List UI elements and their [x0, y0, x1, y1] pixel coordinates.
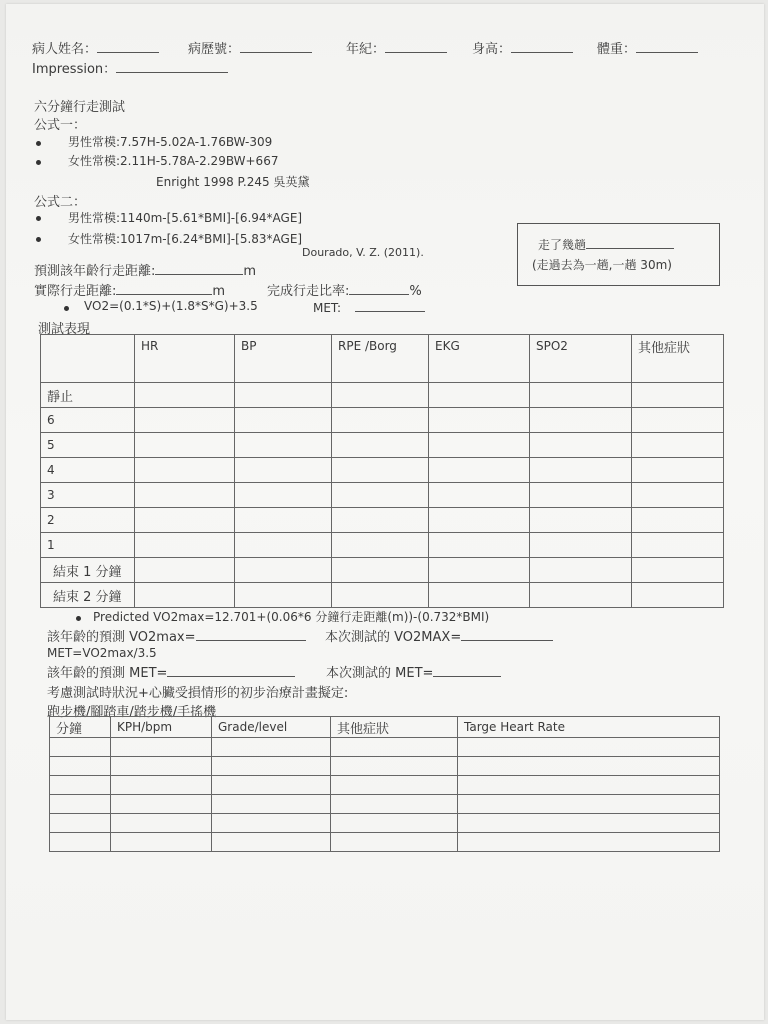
table-cell[interactable]: [331, 814, 458, 833]
table-cell[interactable]: [632, 508, 724, 533]
row-label: 2: [41, 508, 135, 533]
table-cell[interactable]: [530, 558, 632, 583]
table-cell[interactable]: [111, 795, 212, 814]
row-label: 6: [41, 408, 135, 433]
table-row: [41, 458, 724, 483]
formula1-female: 女性常模:2.11H-5.78A-2.29BW+667: [68, 154, 279, 168]
weight-blank[interactable]: [636, 40, 698, 53]
table-cell[interactable]: [429, 408, 530, 433]
actual-distance-label: 實際行走距離:: [34, 284, 117, 299]
table-cell[interactable]: [530, 458, 632, 483]
completion-label: 完成行走比率:: [267, 284, 350, 299]
table-cell[interactable]: [458, 757, 720, 776]
table-cell[interactable]: [429, 433, 530, 458]
table-cell[interactable]: [530, 408, 632, 433]
formula1-male: 男性常模:7.57H-5.02A-1.76BW-309: [68, 135, 273, 149]
formula1-label: 公式一：: [34, 118, 87, 133]
test-vo2max-label: 本次測試的 VO2MAX=: [325, 630, 462, 645]
age-field: [346, 38, 447, 57]
table-cell[interactable]: [135, 508, 235, 533]
table-cell[interactable]: [331, 757, 458, 776]
test-met-label: 本次測試的 MET=: [326, 666, 434, 681]
chart-number-label: 病歷號：: [188, 42, 241, 57]
height-label: 身高：: [472, 42, 512, 57]
table-cell[interactable]: [135, 558, 235, 583]
table-row: [41, 383, 724, 408]
plan-header-cell: Targe Heart Rate: [458, 717, 720, 738]
bullet-icon: [36, 141, 41, 146]
table-cell[interactable]: [632, 483, 724, 508]
table-cell[interactable]: [212, 795, 331, 814]
table-cell[interactable]: [530, 583, 632, 608]
table-cell[interactable]: [332, 458, 429, 483]
table-cell[interactable]: [212, 738, 331, 757]
completion-blank[interactable]: [349, 282, 409, 295]
plan-header-cell: 分鐘: [50, 717, 111, 738]
laps-note: (走過去為一趟,一趟 30m): [532, 258, 672, 272]
table-cell[interactable]: [135, 433, 235, 458]
table-cell[interactable]: [235, 483, 332, 508]
table-cell[interactable]: [212, 776, 331, 795]
table-cell[interactable]: [458, 833, 720, 852]
laps-blank[interactable]: [586, 236, 674, 249]
met-formula: MET=VO2max/3.5: [47, 646, 157, 660]
impression-field: [32, 58, 228, 77]
actual-distance-blank[interactable]: [116, 282, 212, 295]
row-label: 靜止: [41, 383, 135, 408]
table-row: [41, 433, 724, 458]
test-vo2max-blank[interactable]: [461, 628, 553, 641]
bullet-icon: [64, 306, 69, 311]
equipment-list: 跑步機/腳踏車/踏步機/手搖機: [47, 705, 217, 720]
formula2-female: 女性常模:1017m-[6.24*BMI]-[5.83*AGE]: [68, 232, 303, 246]
table-cell[interactable]: [331, 738, 458, 757]
table-cell[interactable]: [111, 757, 212, 776]
test-header-cell: SPO2: [530, 335, 632, 383]
actual-distance-field: [34, 280, 225, 299]
test-header-cell: 其他症狀: [632, 335, 724, 383]
table-cell[interactable]: [111, 833, 212, 852]
table-cell[interactable]: [111, 776, 212, 795]
laps-box: [517, 223, 720, 286]
table-cell[interactable]: [429, 533, 530, 558]
table-row: [50, 795, 720, 814]
met-field: [313, 299, 425, 315]
predicted-vo2max-formula: Predicted VO2max=12.701+(0.06*6 分鐘行走距離(m))-(0.732*BMI): [93, 610, 490, 624]
plan-header-cell: 其他症狀: [331, 717, 458, 738]
table-cell[interactable]: [50, 795, 111, 814]
table-cell[interactable]: [632, 408, 724, 433]
table-cell[interactable]: [332, 583, 429, 608]
table-cell[interactable]: [429, 383, 530, 408]
weight-label: 體重：: [597, 42, 637, 57]
predicted-distance-label: 預測該年齡行走距離:: [34, 264, 156, 279]
table-cell[interactable]: [632, 458, 724, 483]
table-cell[interactable]: [135, 458, 235, 483]
formula1-reference: Enright 1998 P.245 吳英黛: [156, 175, 310, 189]
table-cell[interactable]: [235, 558, 332, 583]
table-row: [50, 814, 720, 833]
table-cell[interactable]: [235, 408, 332, 433]
table-cell[interactable]: [458, 814, 720, 833]
table-cell[interactable]: [50, 776, 111, 795]
bullet-icon: [36, 216, 41, 221]
row-label: 4: [41, 458, 135, 483]
height-blank[interactable]: [511, 40, 573, 53]
height-field: [472, 38, 573, 57]
table-row: [50, 833, 720, 852]
table-row: [50, 757, 720, 776]
table-cell[interactable]: [135, 483, 235, 508]
table-cell[interactable]: [332, 483, 429, 508]
table-cell[interactable]: [458, 776, 720, 795]
predicted-distance-blank[interactable]: [155, 262, 243, 275]
laps-label: 走了幾趟: [538, 238, 587, 252]
table-cell[interactable]: [331, 776, 458, 795]
table-cell[interactable]: [50, 738, 111, 757]
table-cell[interactable]: [235, 533, 332, 558]
table-cell[interactable]: [530, 533, 632, 558]
table-cell[interactable]: [235, 433, 332, 458]
test-table: [40, 334, 724, 608]
performance-title: 測試表現: [38, 322, 91, 337]
test-met-blank[interactable]: [433, 664, 501, 677]
table-cell[interactable]: [135, 583, 235, 608]
plan-header-cell: Grade/level: [212, 717, 331, 738]
impression-blank[interactable]: [116, 60, 228, 73]
test-header-cell: [41, 335, 135, 383]
table-cell[interactable]: [212, 757, 331, 776]
table-cell[interactable]: [429, 458, 530, 483]
patient-name-label: 病人姓名：: [32, 42, 98, 57]
table-cell[interactable]: [135, 408, 235, 433]
table-cell[interactable]: [632, 433, 724, 458]
age-blank[interactable]: [385, 40, 447, 53]
age-predicted-met-label: 該年齡的預測 MET=: [47, 666, 168, 681]
table-cell[interactable]: [235, 458, 332, 483]
age-predicted-met-blank[interactable]: [167, 664, 295, 677]
table-cell[interactable]: [235, 508, 332, 533]
age-predicted-vo2max-label: 該年齡的預測 VO2max=: [47, 630, 196, 645]
test-vo2max-field: [325, 626, 553, 645]
age-predicted-met-field: [47, 662, 295, 681]
table-cell[interactable]: [632, 558, 724, 583]
row-label: 結束 1 分鐘: [41, 558, 135, 583]
formula2-male: 男性常模:1140m-[5.61*BMI]-[6.94*AGE]: [68, 211, 303, 225]
table-cell[interactable]: [332, 408, 429, 433]
table-cell[interactable]: [632, 383, 724, 408]
test-header-cell: RPE /Borg: [332, 335, 429, 383]
patient-name-field: [32, 38, 159, 57]
table-row: [41, 533, 724, 558]
table-cell[interactable]: [111, 814, 212, 833]
table-cell[interactable]: [331, 833, 458, 852]
plan-header-cell: KPH/bpm: [111, 717, 212, 738]
age-predicted-vo2max-blank[interactable]: [196, 628, 306, 641]
table-cell[interactable]: [235, 383, 332, 408]
plan-table-header: [50, 717, 720, 738]
predicted-distance-field: [34, 260, 256, 279]
table-cell[interactable]: [50, 833, 111, 852]
impression-label: Impression：: [32, 62, 117, 77]
chart-number-field: [188, 38, 312, 57]
bullet-icon: [36, 237, 41, 242]
test-header-cell: BP: [235, 335, 332, 383]
table-cell[interactable]: [530, 508, 632, 533]
table-cell[interactable]: [332, 533, 429, 558]
formula2-reference: Dourado, V. Z. (2011).: [302, 246, 424, 259]
table-row: [50, 776, 720, 795]
test-header-cell: HR: [135, 335, 235, 383]
table-cell[interactable]: [530, 483, 632, 508]
patient-name-blank[interactable]: [97, 40, 159, 53]
table-cell[interactable]: [332, 383, 429, 408]
completion-field: [267, 280, 422, 299]
test-met-field: [326, 662, 501, 681]
table-row: [41, 408, 724, 433]
table-cell[interactable]: [332, 433, 429, 458]
met-blank[interactable]: [355, 299, 425, 312]
age-label: 年紀：: [346, 42, 386, 57]
table-cell[interactable]: [632, 583, 724, 608]
table-cell[interactable]: [135, 533, 235, 558]
table-cell[interactable]: [458, 795, 720, 814]
table-cell[interactable]: [135, 383, 235, 408]
age-predicted-vo2max-field: [47, 626, 306, 645]
table-cell[interactable]: [212, 814, 331, 833]
actual-distance-unit: m: [212, 284, 226, 299]
table-cell[interactable]: [50, 814, 111, 833]
table-cell[interactable]: [331, 795, 458, 814]
table-cell[interactable]: [332, 508, 429, 533]
plan-table: [49, 716, 720, 852]
table-cell[interactable]: [212, 833, 331, 852]
formula2-label: 公式二：: [34, 195, 87, 210]
laps-field: [538, 236, 674, 253]
vo2-formula: VO2=(0.1*S)+(1.8*S*G)+3.5: [84, 299, 258, 313]
row-label: 1: [41, 533, 135, 558]
table-cell[interactable]: [458, 738, 720, 757]
table-cell[interactable]: [111, 738, 212, 757]
table-cell[interactable]: [50, 757, 111, 776]
predicted-distance-unit: m: [243, 264, 257, 279]
table-row: [50, 738, 720, 757]
row-label: 3: [41, 483, 135, 508]
table-cell[interactable]: [632, 533, 724, 558]
table-cell[interactable]: [530, 433, 632, 458]
row-label: 結束 2 分鐘: [41, 583, 135, 608]
table-row: [41, 583, 724, 608]
bullet-icon: [76, 616, 81, 621]
test-table-header: [41, 335, 724, 383]
table-row: [41, 483, 724, 508]
completion-unit: %: [409, 284, 422, 299]
table-cell[interactable]: [429, 583, 530, 608]
test-header-cell: EKG: [429, 335, 530, 383]
table-cell[interactable]: [429, 558, 530, 583]
table-cell[interactable]: [332, 558, 429, 583]
table-cell[interactable]: [530, 383, 632, 408]
bullet-icon: [36, 160, 41, 165]
met-label: MET:: [313, 301, 341, 315]
plan-intro: 考慮測試時狀況+心臟受損情形的初步治療計畫擬定:: [47, 686, 349, 701]
row-label: 5: [41, 433, 135, 458]
weight-field: [597, 38, 698, 57]
table-cell[interactable]: [429, 483, 530, 508]
chart-number-blank[interactable]: [240, 40, 312, 53]
table-row: [41, 558, 724, 583]
table-row: [41, 508, 724, 533]
section-title: 六分鐘行走測試: [34, 100, 126, 115]
table-cell[interactable]: [235, 583, 332, 608]
table-cell[interactable]: [429, 508, 530, 533]
